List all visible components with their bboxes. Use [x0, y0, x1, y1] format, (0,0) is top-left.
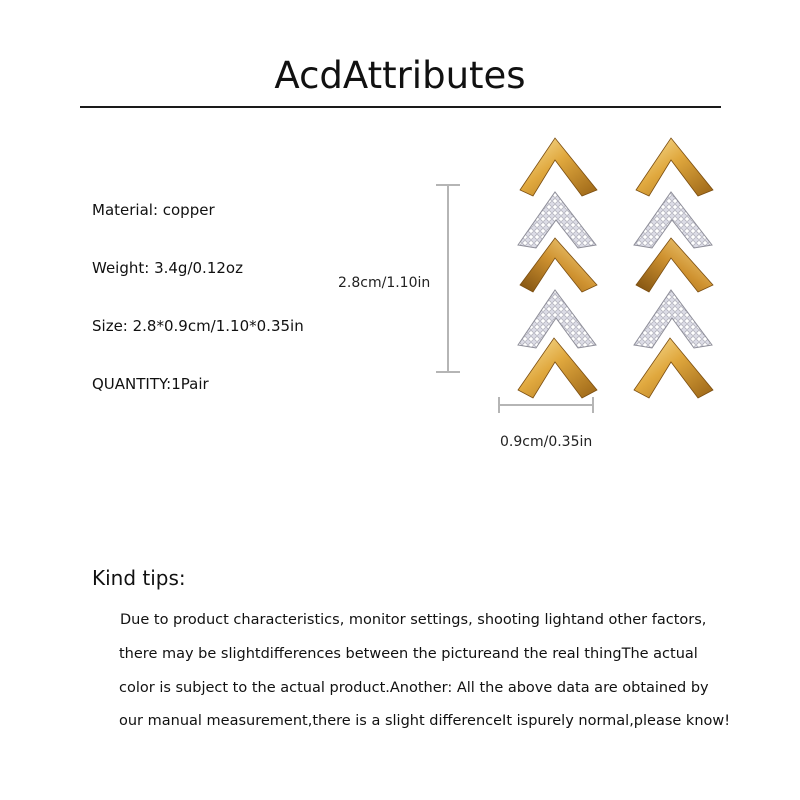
spec-size: Size: 2.8*0.9cm/1.10*0.35in [92, 317, 304, 335]
earring-right [634, 138, 713, 398]
width-ruler [499, 397, 593, 413]
width-dimension-label: 0.9cm/0.35in [500, 434, 593, 450]
spec-weight: Weight: 3.4g/0.12oz [92, 259, 243, 277]
earring-left [518, 138, 597, 398]
height-dimension-label: 2.8cm/1.10in [338, 275, 431, 291]
tips-line: Due to product characteristics, monitor settings, shooting lightand other factors, [120, 612, 707, 628]
spec-quantity: QUANTITY:1Pair [92, 375, 209, 393]
page-title: AcdAttributes [274, 54, 526, 97]
tips-line: color is subject to the actual product.Another: All the above data are obtained by [119, 680, 709, 696]
tips-line: there may be slightdifferences between the pictureand the real thingThe actual [119, 646, 698, 662]
spec-material: Material: copper [92, 201, 215, 219]
tips-line: our manual measurement,there is a slight differenceIt ispurely normal,please know! [119, 713, 731, 729]
kind-tips-heading: Kind tips: [92, 566, 186, 590]
height-ruler [436, 185, 460, 372]
